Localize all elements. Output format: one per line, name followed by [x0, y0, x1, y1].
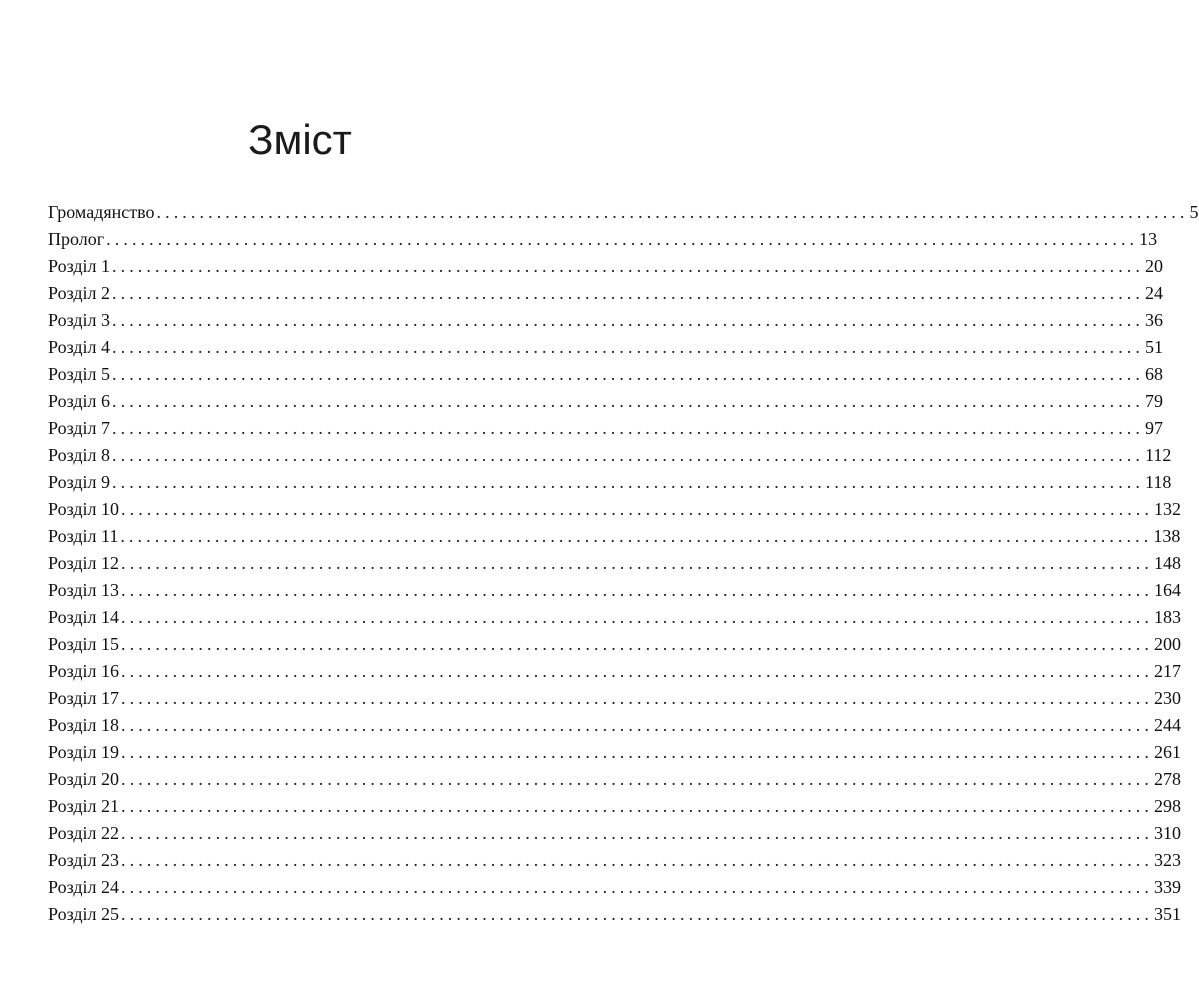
- toc-entry-page-number: 164: [1154, 580, 1181, 600]
- toc-entry-page-number: 183: [1154, 607, 1181, 627]
- toc-entry: [48, 712, 1181, 739]
- toc-entry: [48, 469, 1172, 496]
- toc-entry: [48, 334, 1163, 361]
- dot-leader: ........................................................................................................................: [121, 904, 1153, 924]
- toc-entry-label: Розділ 3: [48, 310, 110, 330]
- toc-entry-page-number: 118: [1145, 472, 1172, 492]
- toc-entry-label: Розділ 8: [48, 445, 110, 465]
- toc-entry-page-number: 323: [1154, 850, 1181, 870]
- toc-entry: [48, 415, 1163, 442]
- toc-entry-page-number: 138: [1153, 526, 1181, 546]
- toc-entry: [48, 739, 1181, 766]
- toc-entry: [48, 847, 1181, 874]
- toc-entry-page-number: 79: [1145, 391, 1163, 411]
- toc-entry-label: Розділ 15: [48, 634, 119, 654]
- dot-leader: ........................................................................................................................: [121, 553, 1153, 573]
- toc-entry-label: Розділ 16: [48, 661, 119, 681]
- toc-entry-label: Розділ 10: [48, 499, 119, 519]
- dot-leader: ........................................................................................................................: [121, 715, 1153, 735]
- toc-entry: [48, 388, 1163, 415]
- toc-entry-page-number: 36: [1145, 310, 1163, 330]
- toc-entry: [48, 631, 1181, 658]
- toc-entry-label: Розділ 4: [48, 337, 110, 357]
- toc-entry: [48, 658, 1181, 685]
- dot-leader: ........................................................................................................................: [106, 229, 1139, 249]
- toc-entry: [48, 550, 1181, 577]
- dot-leader: ........................................................................................................................: [112, 364, 1144, 384]
- toc-entry: [48, 577, 1181, 604]
- toc-entry-label: Розділ 14: [48, 607, 119, 627]
- toc-entry-label: Розділ 19: [48, 742, 119, 762]
- toc-entry-label: Розділ 9: [48, 472, 110, 492]
- toc-entry-label: Розділ 22: [48, 823, 119, 843]
- toc-entry: [48, 523, 1181, 550]
- dot-leader: ........................................................................................................................: [112, 391, 1144, 411]
- toc-entry-label: Розділ 12: [48, 553, 119, 573]
- dot-leader: ........................................................................................................................: [112, 283, 1144, 303]
- toc-entry: [48, 199, 1199, 226]
- toc-entry: [48, 766, 1181, 793]
- toc-entry-label: Розділ 24: [48, 877, 119, 897]
- toc-entry-label: Розділ 7: [48, 418, 110, 438]
- toc-entry: [48, 685, 1181, 712]
- page-title: Зміст: [248, 116, 352, 163]
- toc-entry: [48, 496, 1181, 523]
- table-of-contents: [48, 199, 1199, 928]
- dot-leader: ........................................................................................................................: [156, 202, 1189, 222]
- toc-entry-label: Розділ 13: [48, 580, 119, 600]
- dot-leader: ........................................................................................................................: [112, 256, 1144, 276]
- dot-leader: ........................................................................................................................: [121, 877, 1153, 897]
- toc-entry: [48, 793, 1181, 820]
- toc-entry-page-number: 132: [1154, 499, 1181, 519]
- toc-entry-page-number: 261: [1154, 742, 1181, 762]
- toc-entry-page-number: 24: [1145, 283, 1163, 303]
- toc-entry-page-number: 278: [1154, 769, 1181, 789]
- dot-leader: ........................................................................................................................: [121, 742, 1153, 762]
- toc-entry-page-number: 20: [1145, 256, 1163, 276]
- toc-entry-label: Розділ 1: [48, 256, 110, 276]
- dot-leader: ........................................................................................................................: [121, 661, 1153, 681]
- dot-leader: ........................................................................................................................: [121, 823, 1153, 843]
- toc-entry-page-number: 230: [1154, 688, 1181, 708]
- toc-entry-page-number: 200: [1154, 634, 1181, 654]
- dot-leader: ........................................................................................................................: [121, 634, 1153, 654]
- toc-entry: [48, 604, 1181, 631]
- toc-entry-page-number: 217: [1154, 661, 1181, 681]
- dot-leader: ........................................................................................................................: [121, 580, 1153, 600]
- dot-leader: ........................................................................................................................: [121, 769, 1153, 789]
- toc-entry-label: Розділ 21: [48, 796, 119, 816]
- toc-entry-label: Розділ 20: [48, 769, 119, 789]
- toc-entry-page-number: 244: [1154, 715, 1181, 735]
- dot-leader: ........................................................................................................................: [121, 796, 1153, 816]
- dot-leader: ........................................................................................................................: [121, 850, 1153, 870]
- dot-leader: ........................................................................................................................: [120, 526, 1153, 546]
- toc-entry-page-number: 351: [1154, 904, 1181, 924]
- toc-entry-page-number: 298: [1154, 796, 1181, 816]
- toc-entry-page-number: 51: [1145, 337, 1163, 357]
- toc-entry: [48, 361, 1163, 388]
- toc-entry-label: Розділ 5: [48, 364, 110, 384]
- dot-leader: ........................................................................................................................: [112, 472, 1144, 492]
- toc-entry-page-number: 310: [1154, 823, 1181, 843]
- toc-entry: [48, 442, 1172, 469]
- toc-entry-label: Розділ 6: [48, 391, 110, 411]
- toc-entry-label: Розділ 17: [48, 688, 119, 708]
- dot-leader: ........................................................................................................................: [112, 445, 1144, 465]
- toc-entry-page-number: 97: [1145, 418, 1163, 438]
- toc-entry-label: Розділ 18: [48, 715, 119, 735]
- toc-entry-page-number: 112: [1145, 445, 1172, 465]
- toc-entry: [48, 901, 1181, 928]
- toc-entry-label: Громадянство: [48, 202, 155, 222]
- toc-entry: [48, 253, 1163, 280]
- toc-entry: [48, 307, 1163, 334]
- dot-leader: ........................................................................................................................: [112, 310, 1144, 330]
- dot-leader: ........................................................................................................................: [121, 499, 1153, 519]
- toc-entry-page-number: 339: [1154, 877, 1181, 897]
- toc-entry-label: Розділ 25: [48, 904, 119, 924]
- dot-leader: ........................................................................................................................: [121, 607, 1153, 627]
- toc-entry-page-number: 68: [1145, 364, 1163, 384]
- toc-entry-label: Розділ 11: [48, 526, 119, 546]
- toc-entry-label: Розділ 23: [48, 850, 119, 870]
- toc-entry-page-number: 148: [1154, 553, 1181, 573]
- dot-leader: ........................................................................................................................: [112, 337, 1144, 357]
- toc-entry: [48, 280, 1163, 307]
- dot-leader: ........................................................................................................................: [112, 418, 1144, 438]
- toc-entry: [48, 226, 1158, 253]
- toc-entry-page-number: 5: [1189, 202, 1199, 222]
- toc-entry-page-number: 13: [1139, 229, 1158, 249]
- toc-entry: [48, 874, 1181, 901]
- dot-leader: ........................................................................................................................: [121, 688, 1153, 708]
- toc-entry: [48, 820, 1181, 847]
- toc-entry-label: Пролог: [48, 229, 105, 249]
- toc-entry-label: Розділ 2: [48, 283, 110, 303]
